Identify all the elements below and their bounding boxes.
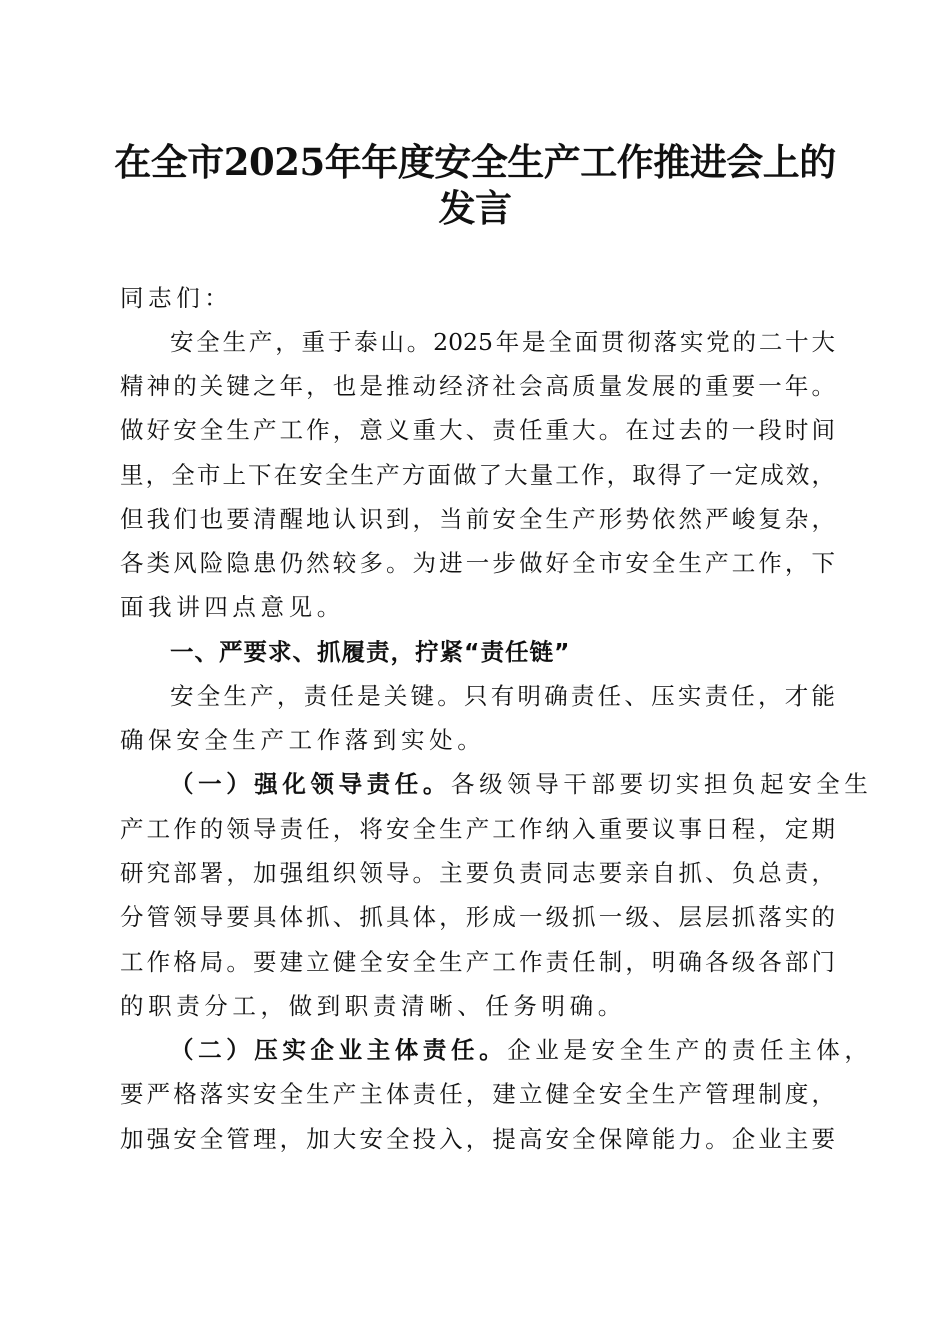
document-title-line-2: 发言 [438,186,512,230]
paragraph-2-line: 安全生产，责任是关键。只有明确责任、压实责任，才能 [170,682,835,710]
section-1-heading: 一、严要求、抓履责，拧紧“责任链” [170,638,571,666]
paragraph-1-line: 里，全市上下在安全生产方面做了大量工作，取得了一定成效， [120,461,835,489]
subsection-1-text: 各级领导干部要切实担负起安全生 [451,770,873,798]
subsection-1-first-line [170,762,873,806]
subsection-2-first-line [170,1028,873,1072]
paragraph-1-line: 各类风险隐患仍然较多。为进一步做好全市安全生产工作，下 [120,549,835,577]
subsection-2-text: 企业是安全生产的责任主体， [507,1036,873,1064]
subsection-1-title: （一）强化领导责任。 [170,770,451,798]
subsection-1-line: 工作格局。要建立健全安全生产工作责任制，明确各级各部门 [120,948,835,976]
paragraph-2-line: 确保安全生产工作落到实处。 [120,726,486,754]
paragraph-1-line: 但我们也要清醒地认识到，当前安全生产形势依然严峻复杂， [120,505,835,533]
paragraph-1-line: 做好安全生产工作，意义重大、责任重大。在过去的一段时间 [120,416,835,444]
subsection-2-line: 加强安全管理，加大安全投入，提高安全保障能力。企业主要 [120,1125,835,1153]
subsection-1-line: 产工作的领导责任，将安全生产工作纳入重要议事日程，定期 [120,815,835,843]
document-title-line-1: 在全市2025年年度安全生产工作推进会上的 [114,140,836,184]
subsection-2-title: （二）压实企业主体责任。 [170,1036,508,1064]
paragraph-1-line: 面我讲四点意见。 [120,593,345,621]
paragraph-1-line: 精神的关键之年，也是推动经济社会高质量发展的重要一年。 [120,372,835,400]
paragraph-1-line: 安全生产，重于泰山。2025年是全面贯彻落实党的二十大 [170,328,835,356]
subsection-1-line: 的职责分工，做到职责清晰、任务明确。 [120,992,626,1020]
subsection-2-line: 要严格落实安全生产主体责任，建立健全安全生产管理制度， [120,1080,835,1108]
salutation: 同志们： [120,284,233,312]
subsection-1-line: 研究部署，加强组织领导。主要负责同志要亲自抓、负总责， [120,859,835,887]
subsection-1-line: 分管领导要具体抓、抓具体，形成一级抓一级、层层抓落实的 [120,903,835,931]
